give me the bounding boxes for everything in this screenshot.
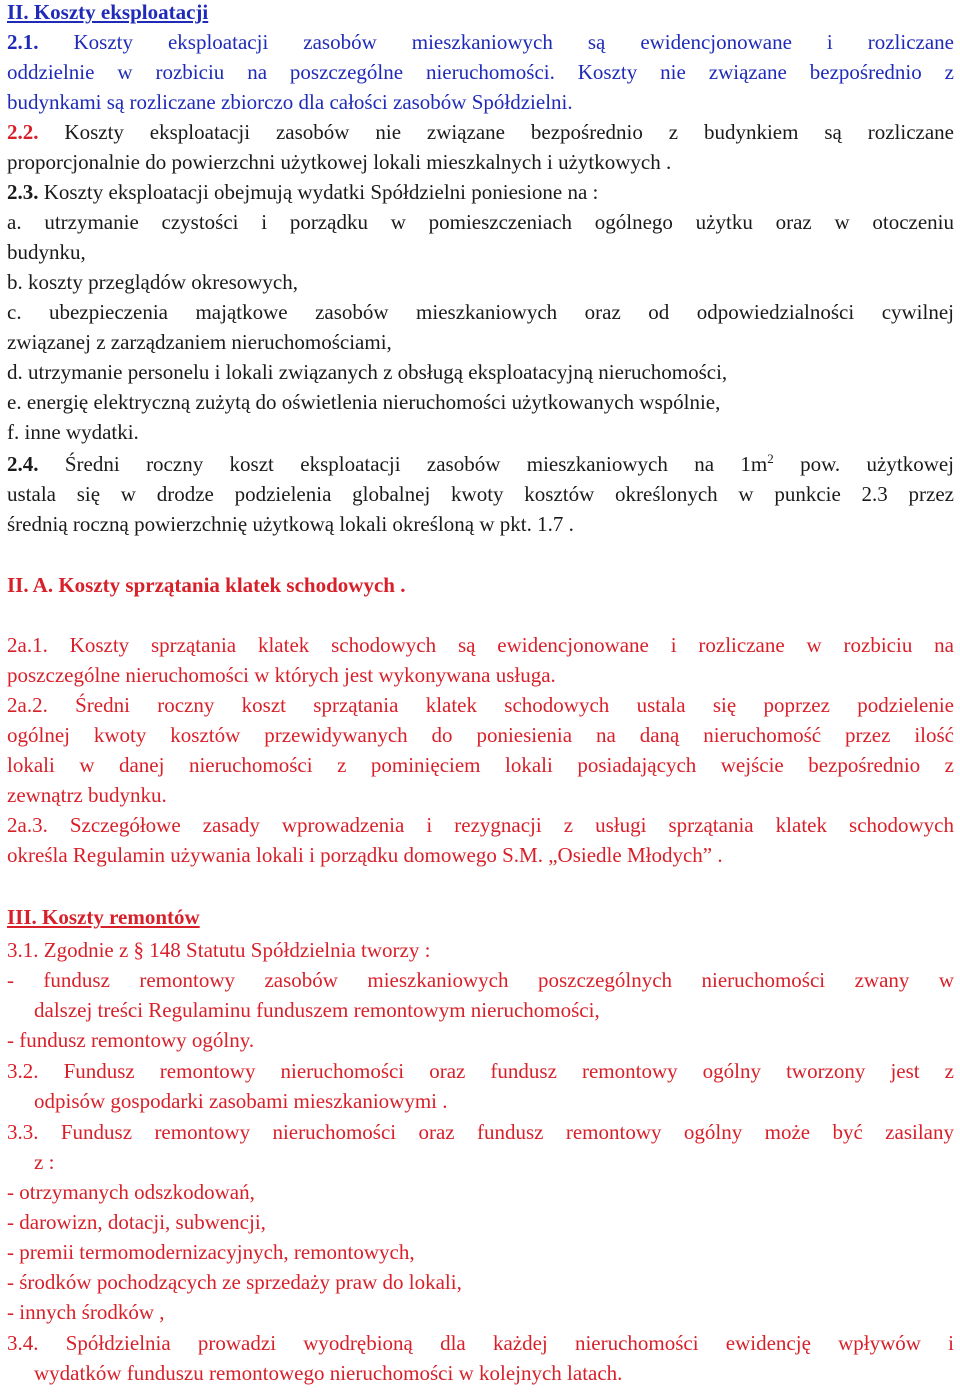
para-2a-3-line-1: 2a.3. Szczegółowe zasady wprowadzenia i rezygnacji z usługi sprzątania klatek schodowych [7, 813, 954, 837]
para-3-2-line-1: 3.2. Fundusz remontowy nieruchomości oraz fundusz remontowy ogólny tworzony jest z [7, 1059, 954, 1083]
list-item-e: e. energię elektryczną zużytą do oświetlenia nieruchomości użytkowanych wspólnie, [7, 390, 721, 414]
para-3-3-item-3: - premii termomodernizacyjnych, remontowych, [7, 1240, 415, 1264]
para-2-1-line-3: budynkami są rozliczane zbiorczo dla całości zasobów Spółdzielni. [7, 90, 573, 114]
para-3-3-item-5: - innych środków , [7, 1300, 165, 1324]
para-2-4-line-3: średnią roczną powierzchnię użytkową lokali określoną w pkt. 1.7 . [7, 512, 574, 536]
para-3-3-item-4: - środków pochodzących ze sprzedaży praw do lokali, [7, 1270, 462, 1294]
para-3-3-item-2: - darowizn, dotacji, subwencji, [7, 1210, 266, 1234]
list-item-a-line-2: budynku, [7, 240, 86, 264]
para-2a-2-line-1: 2a.2. Średni roczny koszt sprzątania klatek schodowych ustala się poprzez podzielenie [7, 693, 954, 717]
para-3-4-line-1: 3.4. Spółdzielnia prowadzi wyodrębioną dla każdej nieruchomości ewidencję wpływów i [7, 1331, 954, 1355]
para-2a-2-line-4: zewnątrz budynku. [7, 783, 167, 807]
list-item-a-line-1: a. utrzymanie czystości i porządku w pomieszczeniach ogólnego użytku oraz w otoczeniu [7, 210, 954, 234]
list-item-b: b. koszty przeglądów okresowych, [7, 270, 299, 294]
superscript-2: 2 [767, 451, 774, 466]
list-item-c-line-1: c. ubezpieczenia majątkowe zasobów mieszkaniowych oraz od odpowiedzialności cywilnej [7, 300, 954, 324]
para-2a-2-line-2: ogólnej kwoty kosztów przewidywanych do poniesienia na daną nieruchomość przez ilość [7, 723, 954, 747]
para-2a-1-line-1: 2a.1. Koszty sprzątania klatek schodowych są ewidencjonowane i rozliczane w rozbiciu na [7, 633, 954, 657]
para-2-2-line-2: proporcjonalnie do powierzchni użytkowej lokali mieszkalnych i użytkowych . [7, 150, 672, 174]
para-3-3-line-2: z : [34, 1150, 55, 1174]
para-3-1-item-1-line-1: - fundusz remontowy zasobów mieszkaniowych poszczególnych nieruchomości zwany w [7, 968, 954, 992]
para-3-1-item-1-line-2: dalszej treści Regulaminu funduszem remontowym nieruchomości, [34, 998, 600, 1022]
list-item-c-line-2: związanej z zarządzaniem nieruchomościami, [7, 330, 392, 354]
para-3-1-line-1: 3.1. Zgodnie z § 148 Statutu Spółdzielnia tworzy : [7, 938, 431, 962]
para-2-2-line-1: 2.2. Koszty eksploatacji zasobów nie związane bezpośrednio z budynkiem są rozliczane [7, 120, 955, 144]
para-2-1-line-2: oddzielnie w rozbiciu na poszczególne nieruchomości. Koszty nie związane bezpośrednio z [7, 60, 954, 84]
para-2a-2-line-3: lokali w danej nieruchomości z pominięciem lokali posiadających wejście bezpośrednio z [7, 753, 954, 777]
para-3-4-line-2: wydatków funduszu remontowego nieruchomości w kolejnych latach. [34, 1361, 623, 1385]
para-2-1-line-1: 2.1. Koszty eksploatacji zasobów mieszkaniowych są ewidencjonowane i rozliczane [7, 30, 955, 54]
para-3-2-line-2: odpisów gospodarki zasobami mieszkaniowymi . [34, 1089, 448, 1113]
para-3-1-item-2: - fundusz remontowy ogólny. [7, 1028, 255, 1052]
para-3-3-item-1: - otrzymanych odszkodowań, [7, 1180, 255, 1204]
list-item-d: d. utrzymanie personelu i lokali związanych z obsługą eksploatacyjną nieruchomości, [7, 360, 728, 384]
section-3-heading: III. Koszty remontów [7, 905, 200, 929]
list-item-f: f. inne wydatki. [7, 420, 139, 444]
para-2-4-line-2: ustala się w drodze podzielenia globalnej kwoty kosztów określonych w punkcie 2.3 przez [7, 482, 954, 506]
para-2-4-line-1: 2.4. Średni roczny koszt eksploatacji zasobów mieszkaniowych na $1m^2$ pow. użytkowej [7, 451, 955, 476]
para-2-3-line-1: 2.3. Koszty eksploatacji obejmują wydatki Spółdzielni poniesione na : [7, 180, 599, 204]
para-2a-3-line-2: określa Regulamin używania lokali i porządku domowego S.M. „Osiedle Młodych” . [7, 843, 723, 867]
section-2a-heading: II. A. Koszty sprzątania klatek schodowych . [7, 573, 406, 597]
para-3-3-line-1: 3.3. Fundusz remontowy nieruchomości oraz fundusz remontowy ogólny może być zasilany [7, 1120, 954, 1144]
section-2-heading: II. Koszty eksploatacji [7, 0, 209, 24]
para-2a-1-line-2: poszczególne nieruchomości w których jest wykonywana usługa. [7, 663, 556, 687]
